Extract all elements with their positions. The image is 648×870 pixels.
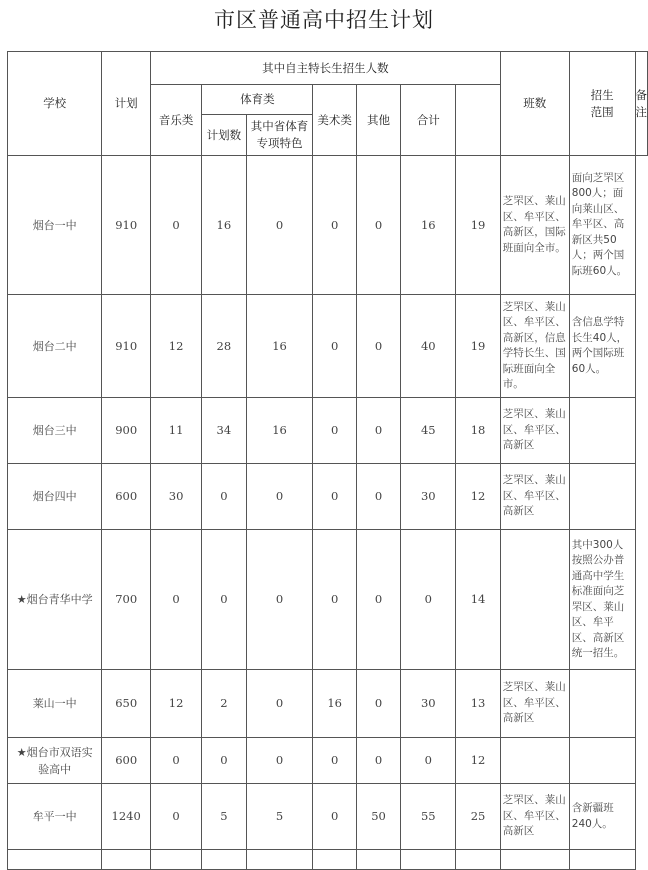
sports-cell: 2 [202, 670, 246, 738]
art-cell: 0 [313, 784, 356, 850]
other-cell: 0 [356, 670, 400, 738]
classes-cell: 14 [456, 530, 500, 670]
plan-cell: 600 [102, 738, 151, 784]
other-cell: 0 [356, 156, 400, 295]
notes-cell [569, 464, 635, 530]
plan-cell: 1240 [102, 784, 151, 850]
table-row [8, 464, 648, 530]
school-name: 烟台三中 [8, 398, 102, 464]
plan-cell: 900 [102, 398, 151, 464]
other-cell: 0 [356, 295, 400, 398]
notes-cell [569, 738, 635, 784]
header-classes: 班数 [500, 52, 569, 156]
header-other: 其他 [356, 85, 400, 156]
notes-cell: 含信息学特长生40人，两个国际班60人。 [569, 295, 635, 398]
sports-cell: 0 [202, 530, 246, 670]
classes-cell: 19 [456, 295, 500, 398]
other-cell: 0 [356, 464, 400, 530]
music-cell: 0 [150, 784, 201, 850]
header-total: 合计 [401, 85, 456, 156]
art-cell: 0 [313, 530, 356, 670]
school-name: 烟台四中 [8, 464, 102, 530]
header-art: 美术类 [313, 85, 356, 156]
scope-cell: 芝罘区、莱山区、牟平区、高新区 [500, 464, 569, 530]
table-row [8, 850, 648, 870]
header-sports-plan: 计划数 [202, 115, 246, 156]
classes-cell: 25 [456, 784, 500, 850]
scope-cell [500, 530, 569, 670]
art-cell: 0 [313, 738, 356, 784]
header-plan: 计划 [102, 52, 151, 156]
plan-cell: 600 [102, 464, 151, 530]
other-cell: 0 [356, 530, 400, 670]
art-cell: 16 [313, 670, 356, 738]
total-cell: 55 [401, 784, 456, 850]
table-row [8, 784, 648, 850]
sports-cell: 16 [202, 156, 246, 295]
provincial-cell: 16 [246, 295, 313, 398]
sports-cell: 28 [202, 295, 246, 398]
header-music: 音乐类 [150, 85, 201, 156]
provincial-cell: 0 [246, 670, 313, 738]
notes-cell [569, 670, 635, 738]
classes-cell: 19 [456, 156, 500, 295]
scope-cell: 芝罘区、莱山区、牟平区、高新区 [500, 670, 569, 738]
music-cell: 12 [150, 670, 201, 738]
music-cell: 0 [150, 738, 201, 784]
art-cell: 0 [313, 464, 356, 530]
music-cell: 30 [150, 464, 201, 530]
notes-cell: 其中300人按照公办普通高中学生标准面向芝罘区、莱山区、牟平区、高新区统一招生。 [569, 530, 635, 670]
classes-cell: 18 [456, 398, 500, 464]
table-row [8, 295, 648, 398]
header-scope: 招生范围 [569, 52, 635, 156]
sports-cell: 0 [202, 464, 246, 530]
notes-cell: 含新疆班240人。 [569, 784, 635, 850]
school-name: ★烟台市双语实验高中 [8, 738, 102, 784]
school-name: ★烟台青华中学 [8, 530, 102, 670]
school-name: 烟台二中 [8, 295, 102, 398]
scope-cell: 芝罘区、莱山区、牟平区、高新区 [500, 398, 569, 464]
art-cell: 0 [313, 156, 356, 295]
header-school: 学校 [8, 52, 102, 156]
total-cell: 40 [401, 295, 456, 398]
notes-cell [569, 398, 635, 464]
scope-cell: 芝罘区、莱山区、牟平区、高新区 [500, 784, 569, 850]
other-cell: 50 [356, 784, 400, 850]
sports-cell: 0 [202, 738, 246, 784]
page-title: 市区普通高中招生计划 [214, 8, 434, 32]
header-notes: 备注 [635, 52, 648, 156]
provincial-cell: 16 [246, 398, 313, 464]
total-cell: 0 [401, 738, 456, 784]
table-row [8, 156, 648, 295]
table-row [8, 530, 648, 670]
sports-cell: 5 [202, 784, 246, 850]
art-cell: 0 [313, 398, 356, 464]
total-cell: 0 [401, 530, 456, 670]
art-cell: 0 [313, 295, 356, 398]
total-cell: 30 [401, 670, 456, 738]
classes-cell: 12 [456, 738, 500, 784]
school-name: 莱山一中 [8, 670, 102, 738]
scope-cell [500, 738, 569, 784]
classes-cell: 12 [456, 464, 500, 530]
music-cell: 12 [150, 295, 201, 398]
other-cell: 0 [356, 398, 400, 464]
plan-cell: 650 [102, 670, 151, 738]
provincial-cell: 5 [246, 784, 313, 850]
table-row [8, 398, 648, 464]
header-sports-group: 体育类 [202, 85, 313, 115]
other-cell: 0 [356, 738, 400, 784]
school-name: 牟平一中 [8, 784, 102, 850]
notes-cell: 面向芝罘区800人；面向莱山区、牟平区、高新区共50人；两个国际班60人。 [569, 156, 635, 295]
school-name: 烟台一中 [8, 156, 102, 295]
plan-cell: 700 [102, 530, 151, 670]
table-row [8, 670, 648, 738]
provincial-cell: 0 [246, 738, 313, 784]
sports-cell: 34 [202, 398, 246, 464]
header-special-group: 其中自主特长生招生人数 [150, 52, 500, 85]
scope-cell: 芝罘区、莱山区、牟平区、高新区，信息学特长生、国际班面向全市。 [500, 295, 569, 398]
music-cell: 11 [150, 398, 201, 464]
plan-cell: 910 [102, 295, 151, 398]
header-sports-provincial: 其中省体育专项特色 [246, 115, 313, 156]
provincial-cell: 0 [246, 156, 313, 295]
enrollment-table [7, 51, 648, 870]
total-cell: 16 [401, 156, 456, 295]
total-cell: 45 [401, 398, 456, 464]
scope-cell: 芝罘区、莱山区、牟平区、高新区，国际班面向全市。 [500, 156, 569, 295]
provincial-cell: 0 [246, 530, 313, 670]
classes-cell: 13 [456, 670, 500, 738]
provincial-cell: 0 [246, 464, 313, 530]
music-cell: 0 [150, 530, 201, 670]
plan-cell: 910 [102, 156, 151, 295]
table-row [8, 738, 648, 784]
total-cell: 30 [401, 464, 456, 530]
music-cell: 0 [150, 156, 201, 295]
